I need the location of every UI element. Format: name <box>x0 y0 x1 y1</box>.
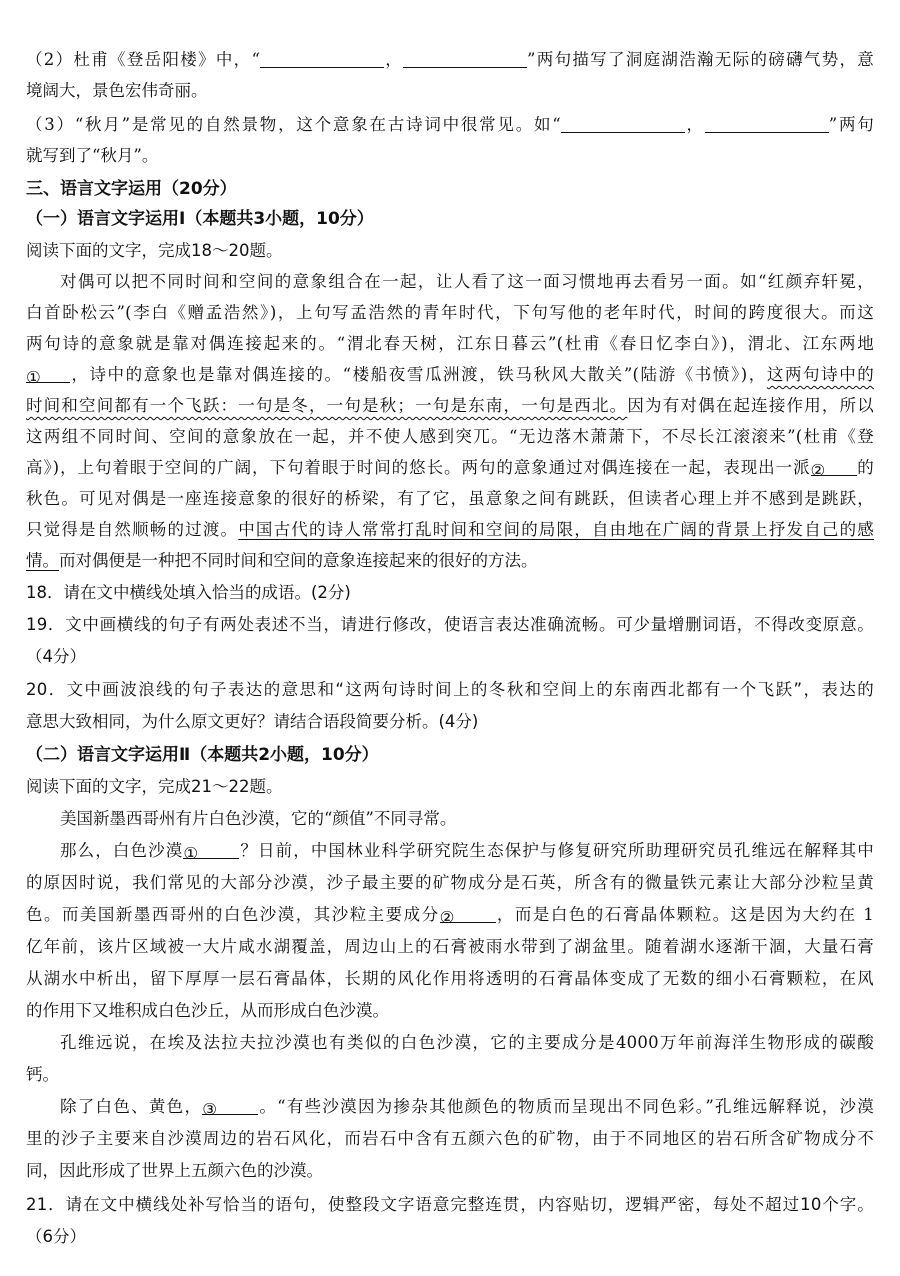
passage-1-line: 白首卧松云”(李白《赠孟浩然》)，上句写孟浩然的青年时代，下句写他的老年时代，时间的跨度很大。而这 <box>26 303 874 322</box>
wavy-underlined-sentence: 这两句诗中的 <box>766 365 875 384</box>
item-3-line-2: 就写到了“秋月”。 <box>26 146 159 165</box>
passage-2-line: 里的沙子主要来自沙漠周边的岩石风化，而岩石中含有五颜六色的矿物，由于不同地区的岩石所含矿物成分不 <box>26 1129 874 1148</box>
item-2-text: ”两句描写了洞庭湖浩瀚无际的磅礴气势，意 <box>527 50 875 69</box>
item-3-text: （3）“秋月”是常见的自然景物，这个意象在古诗词中很常见。如“ <box>26 115 561 134</box>
blank-3[interactable]: ③ <box>202 1096 258 1115</box>
passage-2-line: 色。而美国新墨西哥州的白色沙漠，其沙粒主要成分② ，而是白色的石膏晶体颗粒。这是因为大约在 1 <box>26 905 874 927</box>
comma: ， <box>684 115 705 134</box>
blank-1[interactable]: ① <box>26 364 70 383</box>
question-20-line-2: 意思大致相同，为什么原文更好？请结合语段简要分析。(4分) <box>26 712 479 731</box>
answer-blank[interactable] <box>705 114 829 133</box>
passage-1-line: ① ，诗中的意象也是靠对偶连接的。“楼船夜雪瓜洲渡，铁马秋风大散关”(陆游《书愤》)，这两句诗中的 <box>26 365 875 387</box>
item-3-line-1 <box>26 111 874 139</box>
underlined-sentence: 情。 <box>26 551 59 570</box>
passage-2-line: 美国新墨西哥州有片白色沙漠，它的“颜值”不同寻常。 <box>60 809 457 828</box>
passage-2-line: 的作用下又堆积成白色沙丘，从而形成白色沙漠。 <box>26 1001 389 1020</box>
passage-1-line: 高》)，上句着眼于空间的广阔，下句着眼于时间的悠长。两句的意象通过对偶连接在一起，表现出一派② 的 <box>26 458 875 480</box>
passage-1-line: 这两组不同时间、空间的意象放在一起，并不使人感到突兀。“无边落木萧萧下，不尽长江滚滚来”(杜甫《登 <box>26 427 874 446</box>
passage-2-line: 除了白色、黄色，③ 。“有些沙漠因为掺杂其他颜色的物质而呈现出不同色彩。”孔维远解释说，沙漠 <box>60 1097 874 1119</box>
passage-2-line: 那么，白色沙漠① ？日前，中国林业科学研究院生态保护与修复研究所助理研究员孔维远在解释其中 <box>60 841 875 863</box>
question-21-score: （6分） <box>26 1227 86 1246</box>
passage-1-line: 对偶可以把不同时间和空间的意象组合在一起，让人看了这一面习惯地再去看另一面。如“红颜弃轩冕， <box>60 272 874 291</box>
passage-2-line: 亿年前，该片区域被一大片咸水湖覆盖，周边山上的石膏被雨水带到了湖盆里。随着湖水逐渐干涸，大量石膏 <box>26 937 874 956</box>
passage-1-line: 两句诗的意象就是靠对偶连接起来的。“渭北春天树，江东日暮云”(杜甫《春日忆李白》)，渭北、江东两地 <box>26 334 874 353</box>
blank-1[interactable]: ① <box>183 840 239 859</box>
question-21: 21．请在文中横线处补写恰当的语句，使整段文字语意完整连贯，内容贴切，逻辑严密，每处不超过10个字。 <box>26 1195 874 1214</box>
part-1-heading: （一）语言文字运用Ⅰ（本题共3小题，10分） <box>26 209 374 229</box>
passage-2-line: 孔维远说，在埃及法拉夫拉沙漠也有类似的白色沙漠，它的主要成分是4000万年前海洋生物形成的碳酸 <box>60 1033 874 1052</box>
part-1-intro: 阅读下面的文字，完成18～20题。 <box>26 241 283 260</box>
passage-1-line: 情。而对偶便是一种把不同时间和空间的意象连接起来的很好的方法。 <box>26 551 538 570</box>
item-3-text: ”两句 <box>828 115 874 134</box>
passage-2-line: 的原因时说，我们常见的大部分沙漠，沙子最主要的矿物成分是石英，所含有的微量铁元素让大部分沙粒呈黄 <box>26 873 874 892</box>
answer-blank[interactable] <box>260 49 384 68</box>
blank-2[interactable]: ② <box>811 457 857 476</box>
item-2-line-1 <box>26 46 874 74</box>
part-2-intro: 阅读下面的文字，完成21～22题。 <box>26 777 283 796</box>
passage-2-line: 同，因此形成了世界上五颜六色的沙漠。 <box>26 1161 323 1180</box>
part-2-heading: （二）语言文字运用Ⅱ（本题共2小题，10分） <box>26 745 379 765</box>
item-2-text: （2）杜甫《登岳阳楼》中，“ <box>26 50 261 69</box>
question-19: 19．文中画横线的句子有两处表述不当，请进行修改，使语言表达准确流畅。可少量增删词语，不得改变原意。 <box>26 615 874 634</box>
passage-2-line: 从湖水中析出，留下厚厚一层石膏晶体，长期的风化作用将透明的石膏晶体变成了无数的细小石膏颗粒，在风 <box>26 969 874 988</box>
passage-1-line: 秋色。可见对偶是一座连接意象的很好的桥梁，有了它，虽意象之间有跳跃，但读者心理上并不感到是跳跃， <box>26 489 874 508</box>
underlined-sentence: 中国古代的诗人常常打乱时间和空间的局限，自由地在广阔的背景上抒发自己的感 <box>238 520 874 539</box>
comma: ， <box>384 50 404 69</box>
blank-2[interactable]: ② <box>440 904 496 923</box>
item-2-line-2: 境阔大，景色宏伟奇丽。 <box>26 81 208 100</box>
passage-2-line: 钙。 <box>26 1065 59 1084</box>
answer-blank[interactable] <box>403 49 527 68</box>
section-3-heading: 三、语言文字运用（20分） <box>26 179 237 199</box>
question-20: 20．文中画波浪线的句子表达的意思和“这两句诗时间上的冬秋和空间上的东南西北都有一个飞跃”，表达的 <box>26 680 874 699</box>
passage-1-line: 时间和空间都有一个飞跃：一句是冬，一句是秋；一句是东南，一句是西北。因为有对偶在起连接作用，所以 <box>26 396 874 415</box>
question-18: 18．请在文中横线处填入恰当的成语。(2分) <box>26 583 351 602</box>
answer-blank[interactable] <box>561 114 685 133</box>
wavy-underlined-sentence: 时间和空间都有一个飞跃：一句是冬，一句是秋；一句是东南，一句是西北。 <box>26 396 628 415</box>
question-19-score: （4分） <box>26 647 86 666</box>
passage-1-line: 只觉得是自然顺畅的过渡。中国古代的诗人常常打乱时间和空间的局限，自由地在广阔的背景上抒发自己的感 <box>26 520 874 539</box>
